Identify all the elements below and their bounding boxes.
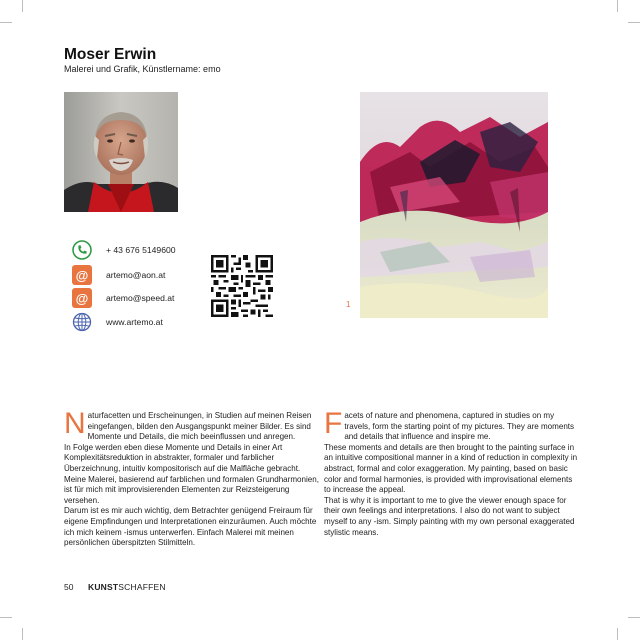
crop-mark	[617, 0, 618, 12]
phone-icon	[72, 240, 92, 260]
contact-email-1[interactable]	[72, 265, 165, 285]
page-number: 50	[64, 582, 74, 592]
crop-mark	[0, 22, 12, 23]
website-url: www.artemo.at	[106, 317, 163, 327]
globe-icon	[72, 312, 92, 332]
phone-number: + 43 676 5149600	[106, 245, 176, 255]
magazine-name-rest: SCHAFFEN	[118, 582, 166, 592]
crop-mark	[22, 628, 23, 640]
paragraph	[64, 407, 320, 443]
crop-mark	[22, 0, 23, 12]
email-address: artemo@aon.at	[106, 270, 166, 280]
crop-mark	[628, 22, 640, 23]
artist-subtitle: Malerei und Grafik, Künstlername: emo	[64, 64, 221, 74]
paragraph: That is why it is important to me to give the viewer enough space for their own feelings and interpretations. I also do not want to subject myself to any -ism. Simply painting with my own personal exaggerated stylistic means.	[324, 495, 575, 537]
paragraph: Darum ist es mir auch wichtig, dem Betrachter genügend Freiraum für eigene Empfindungen und Interpretationen einzuräumen. Auch möchte ich mich keinem -ismus unterwerfen. Einfach Malerei mit meinen persönlichen überspitzten Stilmitteln.	[64, 506, 317, 548]
drop-cap: N	[64, 407, 86, 440]
paragraph-text: aturfacetten und Erscheinungen, in Studien auf meinen Reisen eingefangen, bilden den Ausgangspunkt meiner Bilder. Es sind Momente und Details, die mich beeinflussen und anregen.	[87, 411, 312, 442]
artist-name: Moser Erwin	[64, 46, 157, 63]
paragraph	[324, 407, 580, 443]
magazine-name-bold: KUNST	[88, 582, 119, 592]
paragraph: These moments and details are then brought to the painting surface in an intuitive compositional manner in a kind of reduction in complexity in abstract, formal and color exaggeration. My painting, based on basic color and formal harmonies, is provided with improvisational elements to increase the appeal.	[324, 442, 578, 495]
text-column-english	[324, 407, 580, 538]
artist-portrait-photo	[64, 92, 178, 212]
crop-mark	[617, 628, 618, 640]
crop-mark	[0, 617, 12, 618]
crop-mark	[628, 617, 640, 618]
text-column-german	[64, 407, 320, 549]
painting-number: 1	[346, 300, 351, 309]
contact-website[interactable]	[72, 312, 163, 332]
email-address: artemo@speed.at	[106, 293, 175, 303]
qr-code[interactable]	[211, 255, 273, 317]
paragraph-text: acets of nature and phenomena, captured in studies on my travels, form the starting point of my pictures. They are moments and details that influence and inspire me.	[344, 411, 575, 442]
contact-email-2[interactable]	[72, 288, 174, 308]
abstract-painting-image	[360, 92, 548, 318]
drop-cap: F	[324, 407, 343, 440]
contact-phone[interactable]	[72, 240, 176, 260]
magazine-name	[88, 582, 166, 592]
at-icon: @	[72, 265, 92, 285]
at-icon: @	[72, 288, 92, 308]
paragraph: In Folge werden eben diese Momente und Details in einer Art Komplexitätsreduktion in abstrakter, formaler und farblicher Überzeichnung, intuitiv kompositorisch auf die Malfläche gebracht. Meine Malerei, basierend auf farblichen und formalen Grundharmonien, ist für mich mit improvisierenden Elementen zur Reizsteigerung versehen.	[64, 442, 319, 505]
